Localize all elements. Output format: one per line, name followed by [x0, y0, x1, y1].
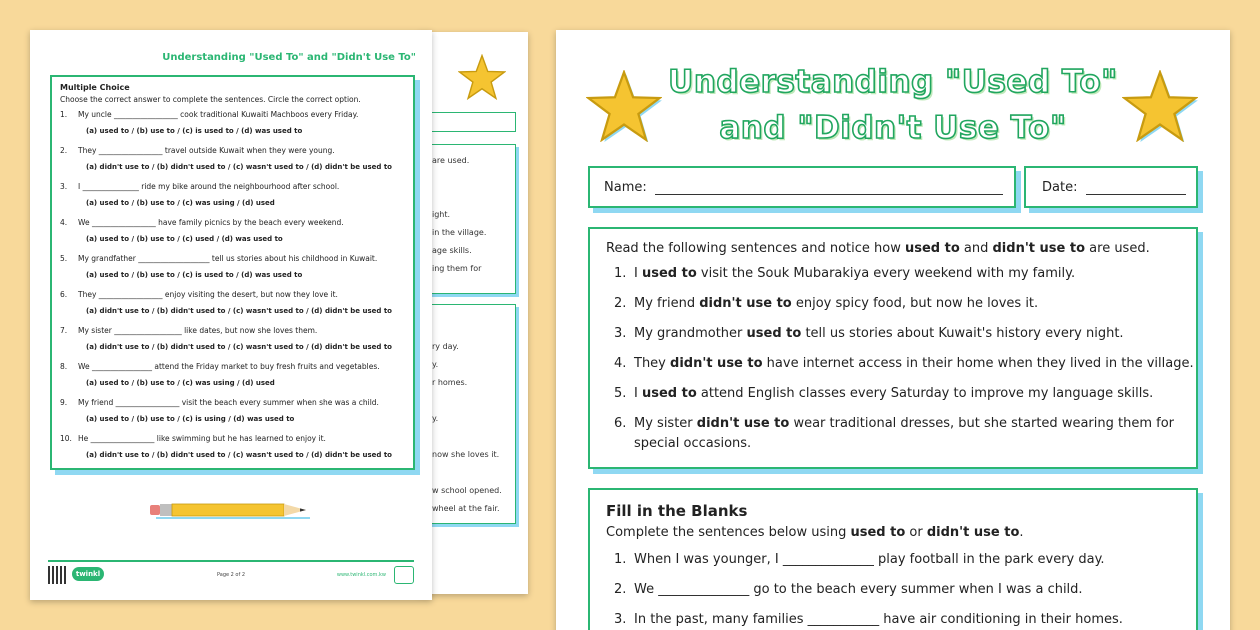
blank-sentence[interactable]: When I was younger, I ______________ play football in the park every day.	[634, 552, 1105, 567]
question-item	[60, 110, 413, 146]
answer-options[interactable]: (a) didn't use to / (b) didn't used to / (c) wasn't used to / (d) didn't be used to	[86, 163, 392, 171]
worksheet-title-line1: Understanding "Used To"	[668, 64, 1118, 100]
question-sentence: They _________________ enjoy visiting the desert, but now they love it.	[78, 290, 338, 299]
sentence-text: They didn't use to have internet access in their home when they lived in the village.	[634, 356, 1194, 371]
section-title: Fill in the Blanks	[606, 502, 748, 520]
back-worksheet-page	[418, 32, 528, 594]
answer-options[interactable]: (a) used to / (b) use to / (c) was using / (d) used	[86, 199, 275, 207]
sentence-list	[614, 264, 1196, 454]
sentence-number: 1.	[614, 266, 627, 281]
answer-options[interactable]: (a) used to / (b) use to / (c) is used to / (d) was used to	[86, 127, 303, 135]
key-phrase: used to	[641, 386, 697, 401]
key-phrase: didn't use to	[699, 296, 792, 311]
back-text-line: wheel at the fair.	[432, 504, 500, 513]
date-field[interactable]	[1024, 166, 1198, 208]
blank-list	[614, 552, 1196, 630]
multiple-choice-section	[50, 75, 415, 470]
pencil-icon	[148, 500, 318, 520]
sentence-text: I used to attend English classes every Saturday to improve my language skills.	[634, 386, 1154, 401]
answer-options[interactable]: (a) used to / (b) use to / (c) is used to / (d) was used to	[86, 271, 303, 279]
sentence-item	[614, 294, 1196, 314]
question-number: 1.	[60, 110, 68, 119]
question-text	[60, 218, 413, 227]
sentence-number: 3.	[614, 326, 627, 341]
blank-sentence[interactable]: We ______________ go to the beach every summer when I was a child.	[634, 582, 1083, 597]
reading-section	[588, 227, 1198, 469]
back-text-line: ry day.	[432, 342, 459, 351]
question-sentence: We _________________ have family picnics by the beach every weekend.	[78, 218, 344, 227]
back-text-line: ight.	[432, 210, 451, 219]
question-sentence: My friend _________________ visit the beach every summer when she was a child.	[78, 398, 379, 407]
sentence-number: 5.	[614, 386, 627, 401]
back-text-line: now she loves it.	[432, 450, 500, 459]
sentence-item	[614, 264, 1196, 284]
question-item	[60, 398, 413, 434]
twinkl-logo: twinkl	[72, 567, 104, 581]
blank-item	[614, 612, 1196, 630]
quality-badge-icon	[394, 566, 414, 584]
sentence-item	[614, 354, 1196, 374]
date-line[interactable]	[1086, 183, 1186, 195]
question-text	[60, 362, 413, 371]
back-text-line: in the village.	[432, 228, 487, 237]
answer-options[interactable]: (a) used to / (b) use to / (c) was using / (d) used	[86, 379, 275, 387]
question-sentence: My uncle _________________ cook traditional Kuwaiti Machboos every Friday.	[78, 110, 359, 119]
question-sentence: He _________________ like swimming but he has learned to enjoy it.	[78, 434, 326, 443]
blank-item	[614, 552, 1196, 582]
key-phrase: used to	[641, 266, 697, 281]
back-text-line: are used.	[432, 156, 470, 165]
question-number: 8.	[60, 362, 68, 371]
section-instructions: Complete the sentences below using used to or didn't use to.	[606, 525, 1024, 540]
question-list	[60, 110, 413, 470]
answer-options[interactable]: (a) used to / (b) use to / (c) used / (d) was used to	[86, 235, 283, 243]
sentence-number: 2.	[614, 296, 627, 311]
star-icon	[458, 54, 506, 100]
answer-options[interactable]: (a) used to / (b) use to / (c) is using / (d) was used to	[86, 415, 295, 423]
question-sentence: My grandfather ___________________ tell us stories about his childhood in Kuwait.	[78, 254, 378, 263]
worksheet-title-line2: and "Didn't Use To"	[719, 110, 1067, 146]
back-text-line: w school opened.	[432, 486, 502, 495]
question-text	[60, 434, 413, 443]
key-phrase: didn't use to	[696, 416, 790, 431]
section-title: Multiple Choice	[60, 83, 130, 92]
fill-in-the-blanks-section	[588, 488, 1198, 630]
question-number: 4.	[60, 218, 68, 227]
answer-options[interactable]: (a) didn't use to / (b) didn't used to / (c) wasn't used to / (d) didn't be used to	[86, 343, 392, 351]
multiple-choice-worksheet	[30, 30, 432, 600]
question-number: 3.	[60, 182, 68, 191]
key-phrase: didn't use to	[670, 356, 763, 371]
question-text	[60, 290, 413, 299]
sentence-item	[614, 414, 1196, 454]
question-text	[60, 326, 413, 335]
section-instructions: Choose the correct answer to complete the sentences. Circle the correct option.	[60, 95, 361, 104]
sentence-number: 6.	[614, 416, 627, 431]
sentence-item	[614, 324, 1196, 344]
question-number: 10.	[60, 434, 72, 443]
back-text-line: age skills.	[432, 246, 472, 255]
question-item	[60, 146, 413, 182]
question-item	[60, 362, 413, 398]
name-label: Name:	[604, 180, 647, 195]
sentence-text: I used to visit the Souk Mubarakiya every weekend with my family.	[634, 266, 1076, 281]
question-item	[60, 326, 413, 362]
name-field[interactable]	[588, 166, 1016, 208]
sentence-text: My grandmother used to tell us stories about Kuwait's history every night.	[634, 326, 1124, 341]
question-sentence: My sister __________________ like dates, but now she loves them.	[78, 326, 318, 335]
sentence-item	[614, 384, 1196, 404]
question-item	[60, 290, 413, 326]
question-number: 2.	[60, 146, 68, 155]
page-footer	[48, 560, 414, 584]
question-sentence: They _________________ travel outside Kuwait when they were young.	[78, 146, 335, 155]
answer-options[interactable]: (a) didn't use to / (b) didn't used to / (c) wasn't used to / (d) didn't be used to	[86, 307, 392, 315]
date-label: Date:	[1042, 180, 1078, 195]
question-text	[60, 110, 413, 119]
worksheet-title: Understanding "Used To" and "Didn't Use To"	[162, 52, 416, 63]
footer-url[interactable]: www.twinkl.com.kw	[336, 572, 386, 578]
question-text	[60, 254, 413, 263]
answer-options[interactable]: (a) didn't use to / (b) didn't used to / (c) wasn't used to / (d) didn't be used to	[86, 451, 392, 459]
key-phrase: used to	[746, 326, 802, 341]
blank-number: 3.	[614, 612, 627, 627]
blank-number: 1.	[614, 552, 627, 567]
back-text-line: r homes.	[432, 378, 468, 387]
page-number: Page 2 of 2	[216, 572, 246, 578]
blank-sentence[interactable]: In the past, many families ___________ have air conditioning in their homes.	[634, 612, 1123, 627]
question-item	[60, 434, 413, 470]
name-line[interactable]	[655, 183, 1003, 195]
question-item	[60, 254, 413, 290]
back-text-line: y.	[432, 414, 439, 423]
question-text	[60, 398, 413, 407]
question-text	[60, 146, 413, 155]
back-date-box	[428, 112, 516, 132]
question-sentence: I _______________ ride my bike around the neighbourhood after school.	[78, 182, 340, 191]
question-text	[60, 182, 413, 191]
question-sentence: We ________________ attend the Friday market to buy fresh fruits and vegetables.	[78, 362, 380, 371]
back-text-line: ing them for	[432, 264, 482, 273]
reading-worksheet	[556, 30, 1230, 630]
section-instructions: Read the following sentences and notice how used to and didn't use to are used.	[606, 241, 1150, 256]
sentence-text: My friend didn't use to enjoy spicy food, but now he loves it.	[634, 296, 1039, 311]
sentence-text: My sister didn't use to wear traditional dresses, but she started wearing them for special occasions.	[634, 416, 1174, 451]
question-number: 6.	[60, 290, 68, 299]
back-text-line: y.	[432, 360, 439, 369]
sentence-number: 4.	[614, 356, 627, 371]
blank-item	[614, 582, 1196, 612]
question-number: 7.	[60, 326, 68, 335]
question-number: 5.	[60, 254, 68, 263]
question-item	[60, 182, 413, 218]
question-number: 9.	[60, 398, 68, 407]
blank-number: 2.	[614, 582, 627, 597]
question-item	[60, 218, 413, 254]
